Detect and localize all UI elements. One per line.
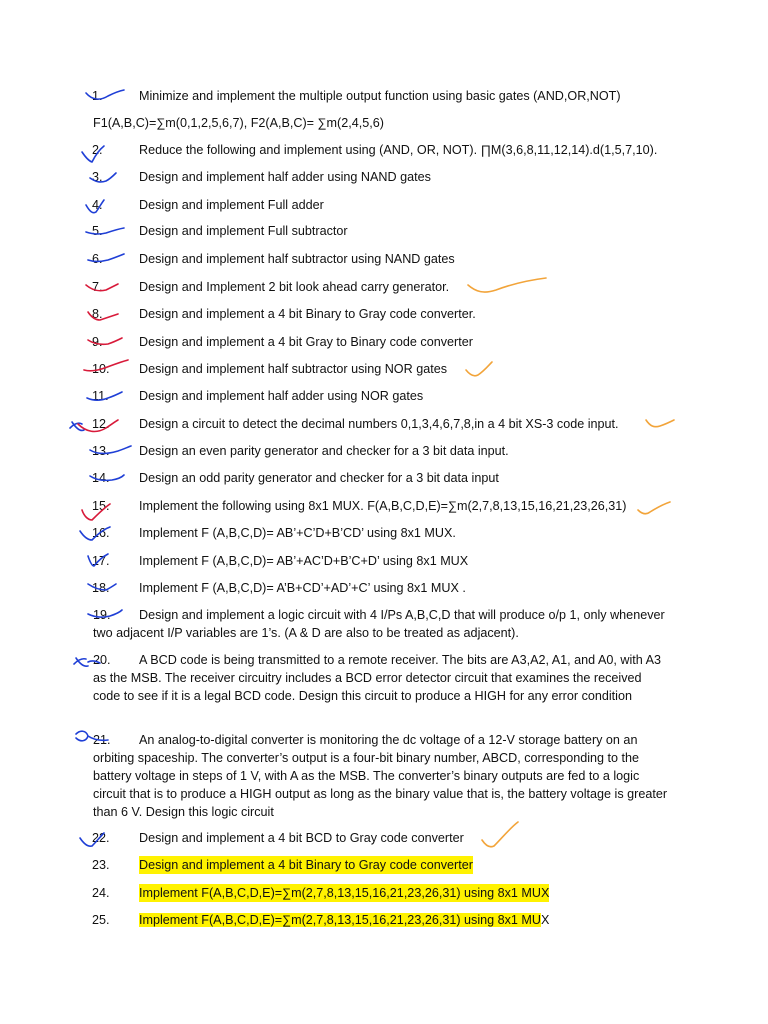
- check-mark-icon: [638, 502, 670, 514]
- question-number: 1.: [92, 89, 103, 103]
- question-number: 23.: [92, 858, 110, 872]
- question-number: 16.: [92, 526, 110, 540]
- question-number: 2.: [92, 143, 103, 157]
- question-text: Design and Implement 2 bit look ahead carry generator.: [139, 280, 450, 294]
- question-number: 18.: [92, 581, 110, 595]
- question-text: Implement F (A,B,C,D)= AB’+C’D+B’CD’ using 8x1 MUX.: [139, 526, 456, 540]
- question-text: Implement the following using 8x1 MUX. F(A,B,C,D,E)=∑m(2,7,8,13,15,16,21,23,26,31): [139, 499, 627, 513]
- question-text: Implement F (A,B,C,D)= A’B+CD’+AD’+C’ using 8x1 MUX .: [139, 581, 466, 595]
- question-number: 6.: [92, 252, 103, 266]
- question-text: Design and implement Full subtractor: [139, 224, 348, 238]
- highlighted-question-text: Implement F(A,B,C,D,E)=∑m(2,7,8,13,15,16,21,23,26,31) using 8x1 MUX: [139, 886, 550, 900]
- check-mark-icon: [466, 362, 492, 376]
- question-text: Design and implement half adder using NAND gates: [139, 170, 431, 184]
- question-number: 8.: [92, 307, 103, 321]
- question-text: Design and implement half subtractor using NOR gates: [139, 362, 447, 376]
- question-number: 7.: [92, 280, 103, 294]
- highlighted-text: Implement F(A,B,C,D,E)=∑m(2,7,8,13,15,16,21,23,26,31) using 8x1 MU: [139, 913, 542, 927]
- star-mark-icon: [70, 422, 84, 431]
- question-text: Design and implement a 4 bit BCD to Gray code converter: [139, 831, 464, 845]
- question-number: 14.: [92, 471, 110, 485]
- question-text: Design a circuit to detect the decimal numbers 0,1,3,4,6,7,8,in a 4 bit XS-3 code input.: [139, 417, 619, 431]
- question-number: 11.: [92, 389, 109, 403]
- question-text: Design and implement half subtractor using NAND gates: [139, 252, 455, 266]
- question-number: 4.: [92, 198, 103, 212]
- highlighted-question-text: Design and implement a 4 bit Binary to Gray code converter: [139, 858, 473, 872]
- question-text: Design and implement half adder using NOR gates: [139, 389, 424, 403]
- question-number: 5.: [92, 224, 103, 238]
- check-mark-icon: [646, 420, 674, 427]
- highlighted-question-text: Implement F(A,B,C,D,E)=∑m(2,7,8,13,15,16,21,23,26,31) using 8x1 MUX: [139, 913, 550, 927]
- question-number: 17.: [92, 554, 110, 568]
- question-text: Design and implement a 4 bit Gray to Binary code converter: [139, 335, 473, 349]
- question-text: Design and implement Full adder: [139, 198, 324, 212]
- question-number: 19.: [93, 608, 111, 622]
- question-text: Reduce the following and implement using (AND, OR, NOT). ∏M(3,6,8,11,12,14).d(1,5,7,10).: [139, 143, 658, 157]
- question-number: 15.: [92, 499, 110, 513]
- check-mark-icon: [468, 278, 546, 292]
- question-number: 13.: [92, 444, 110, 458]
- question-number: 9.: [92, 335, 103, 349]
- question-number: 20.: [93, 653, 111, 667]
- question-text: Design and implement a logic circuit with 4 I/Ps A,B,C,D that will produce o/p 1, only whenever two adjacent I/P variables are 1’s. (A & D are also to be treated as adjacent).: [93, 608, 665, 640]
- function-line: F1(A,B,C)=∑m(0,1,2,5,6,7), F2(A,B,C)= ∑m(2,4,5,6): [93, 116, 384, 130]
- question-number: 21.: [93, 733, 111, 747]
- question-number: 3.: [92, 170, 103, 184]
- check-mark-icon: [482, 822, 518, 847]
- question-text: Minimize and implement the multiple output function using basic gates (AND,OR,NOT): [139, 89, 621, 103]
- question-number: 22.: [92, 831, 110, 845]
- question-text: Design an even parity generator and checker for a 3 bit data input.: [139, 444, 509, 458]
- question-number: 25.: [92, 913, 110, 927]
- question-number: 24.: [92, 886, 110, 900]
- question-text: Design an odd parity generator and checker for a 3 bit data input: [139, 471, 499, 485]
- question-number: 12.: [92, 417, 110, 431]
- question-text: An analog-to-digital converter is monitoring the dc voltage of a 12-V storage battery on an orbiting spaceship. The converter’s output is a four-bit binary number, ABCD, corresponding to the battery voltage in steps of 1 V, with A as the MSB. The converter’s binary outputs are fed to a logic circuit that is to produce a HIGH output as long as the binary value that is, the battery voltage is greater than 6 V. Design this logic circuit: [93, 733, 668, 819]
- question-text: Design and implement a 4 bit Binary to Gray code converter.: [139, 307, 476, 321]
- question-text: A BCD code is being transmitted to a remote receiver. The bits are A3,A2, A1, and A0, with A3 as the MSB. The receiver circuitry includes a BCD error detector circuit that examines the received code to see if it is a legal BCD code. Design this circuit to produce a HIGH for any error condition: [93, 653, 661, 703]
- question-number: 10.: [92, 362, 110, 376]
- question-text: Implement F (A,B,C,D)= AB’+AC’D+B’C+D’ using 8x1 MUX: [139, 554, 469, 568]
